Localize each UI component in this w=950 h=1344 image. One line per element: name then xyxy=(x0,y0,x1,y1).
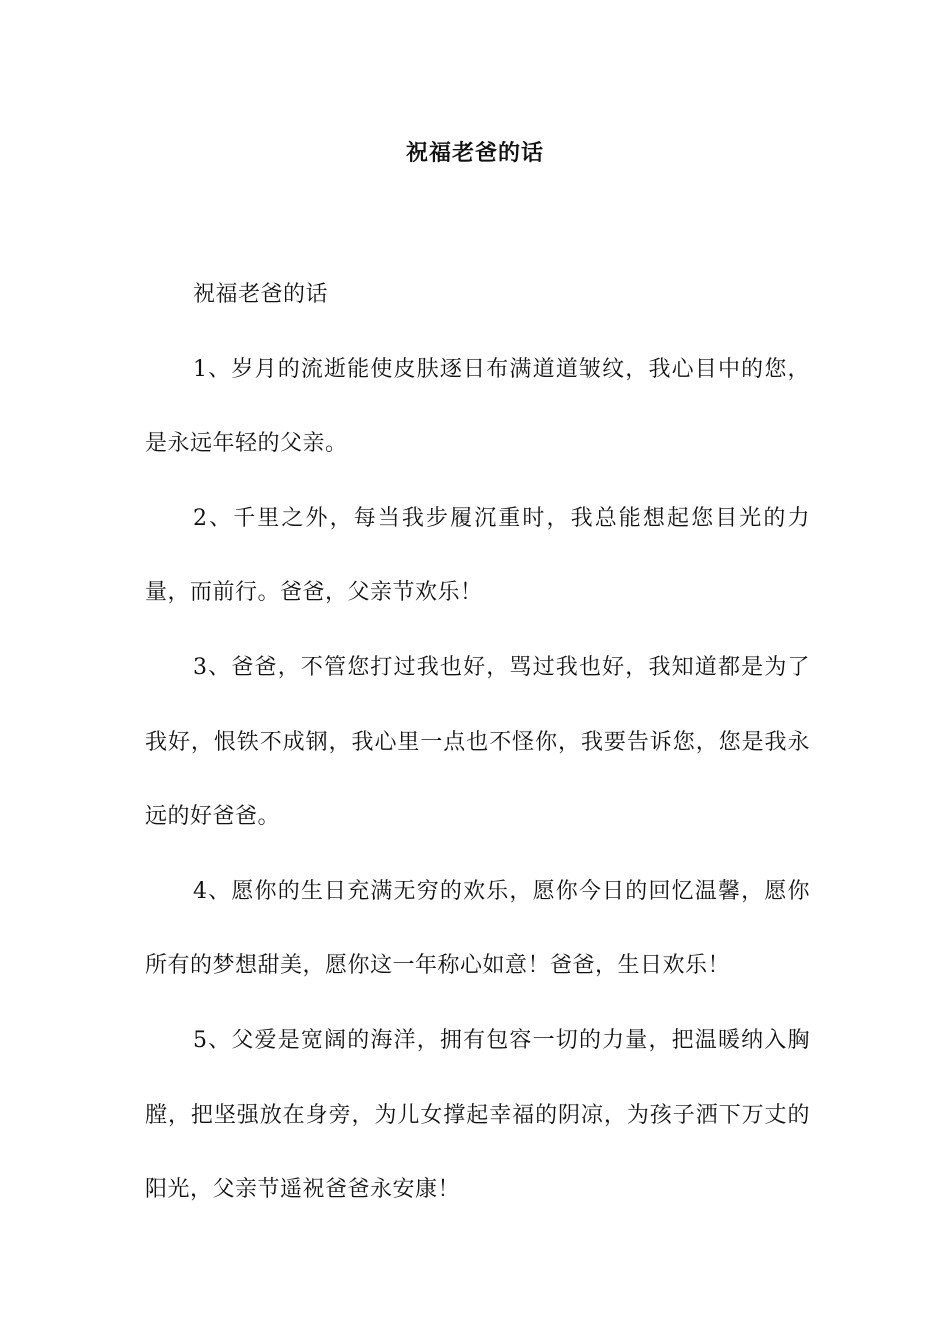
paragraph-wish-4: 4、愿你的生日充满无穷的欢乐，愿你今日的回忆温馨，愿你所有的梦想甜美，愿你这一年称心如意！爸爸，生日欢乐！ xyxy=(145,878,810,979)
document-title: 祝福老爸的话 xyxy=(405,140,544,166)
paragraph-subtitle: 祝福老爸的话 xyxy=(193,282,329,307)
document-body xyxy=(145,258,810,1228)
paragraph-wish-2: 2、千里之外，每当我步履沉重时，我总能想起您目光的力量，而前行。爸爸，父亲节欢乐！ xyxy=(145,505,810,606)
paragraph-wish-5: 5、父爱是宽阔的海洋，拥有包容一切的力量，把温暖纳入胸膛，把坚强放在身旁，为儿女撑起幸福的阴凉，为孩子洒下万丈的阳光，父亲节遥祝爸爸永安康！ xyxy=(145,1027,810,1203)
paragraph-wish-1: 1、岁月的流逝能使皮肤逐日布满道道皱纹，我心目中的您，是永远年轻的父亲。 xyxy=(145,356,810,457)
paragraph-wish-3: 3、爸爸，不管您打过我也好，骂过我也好，我知道都是为了我好，恨铁不成钢，我心里一点也不怪你，我要告诉您，您是我永远的好爸爸。 xyxy=(145,654,810,830)
